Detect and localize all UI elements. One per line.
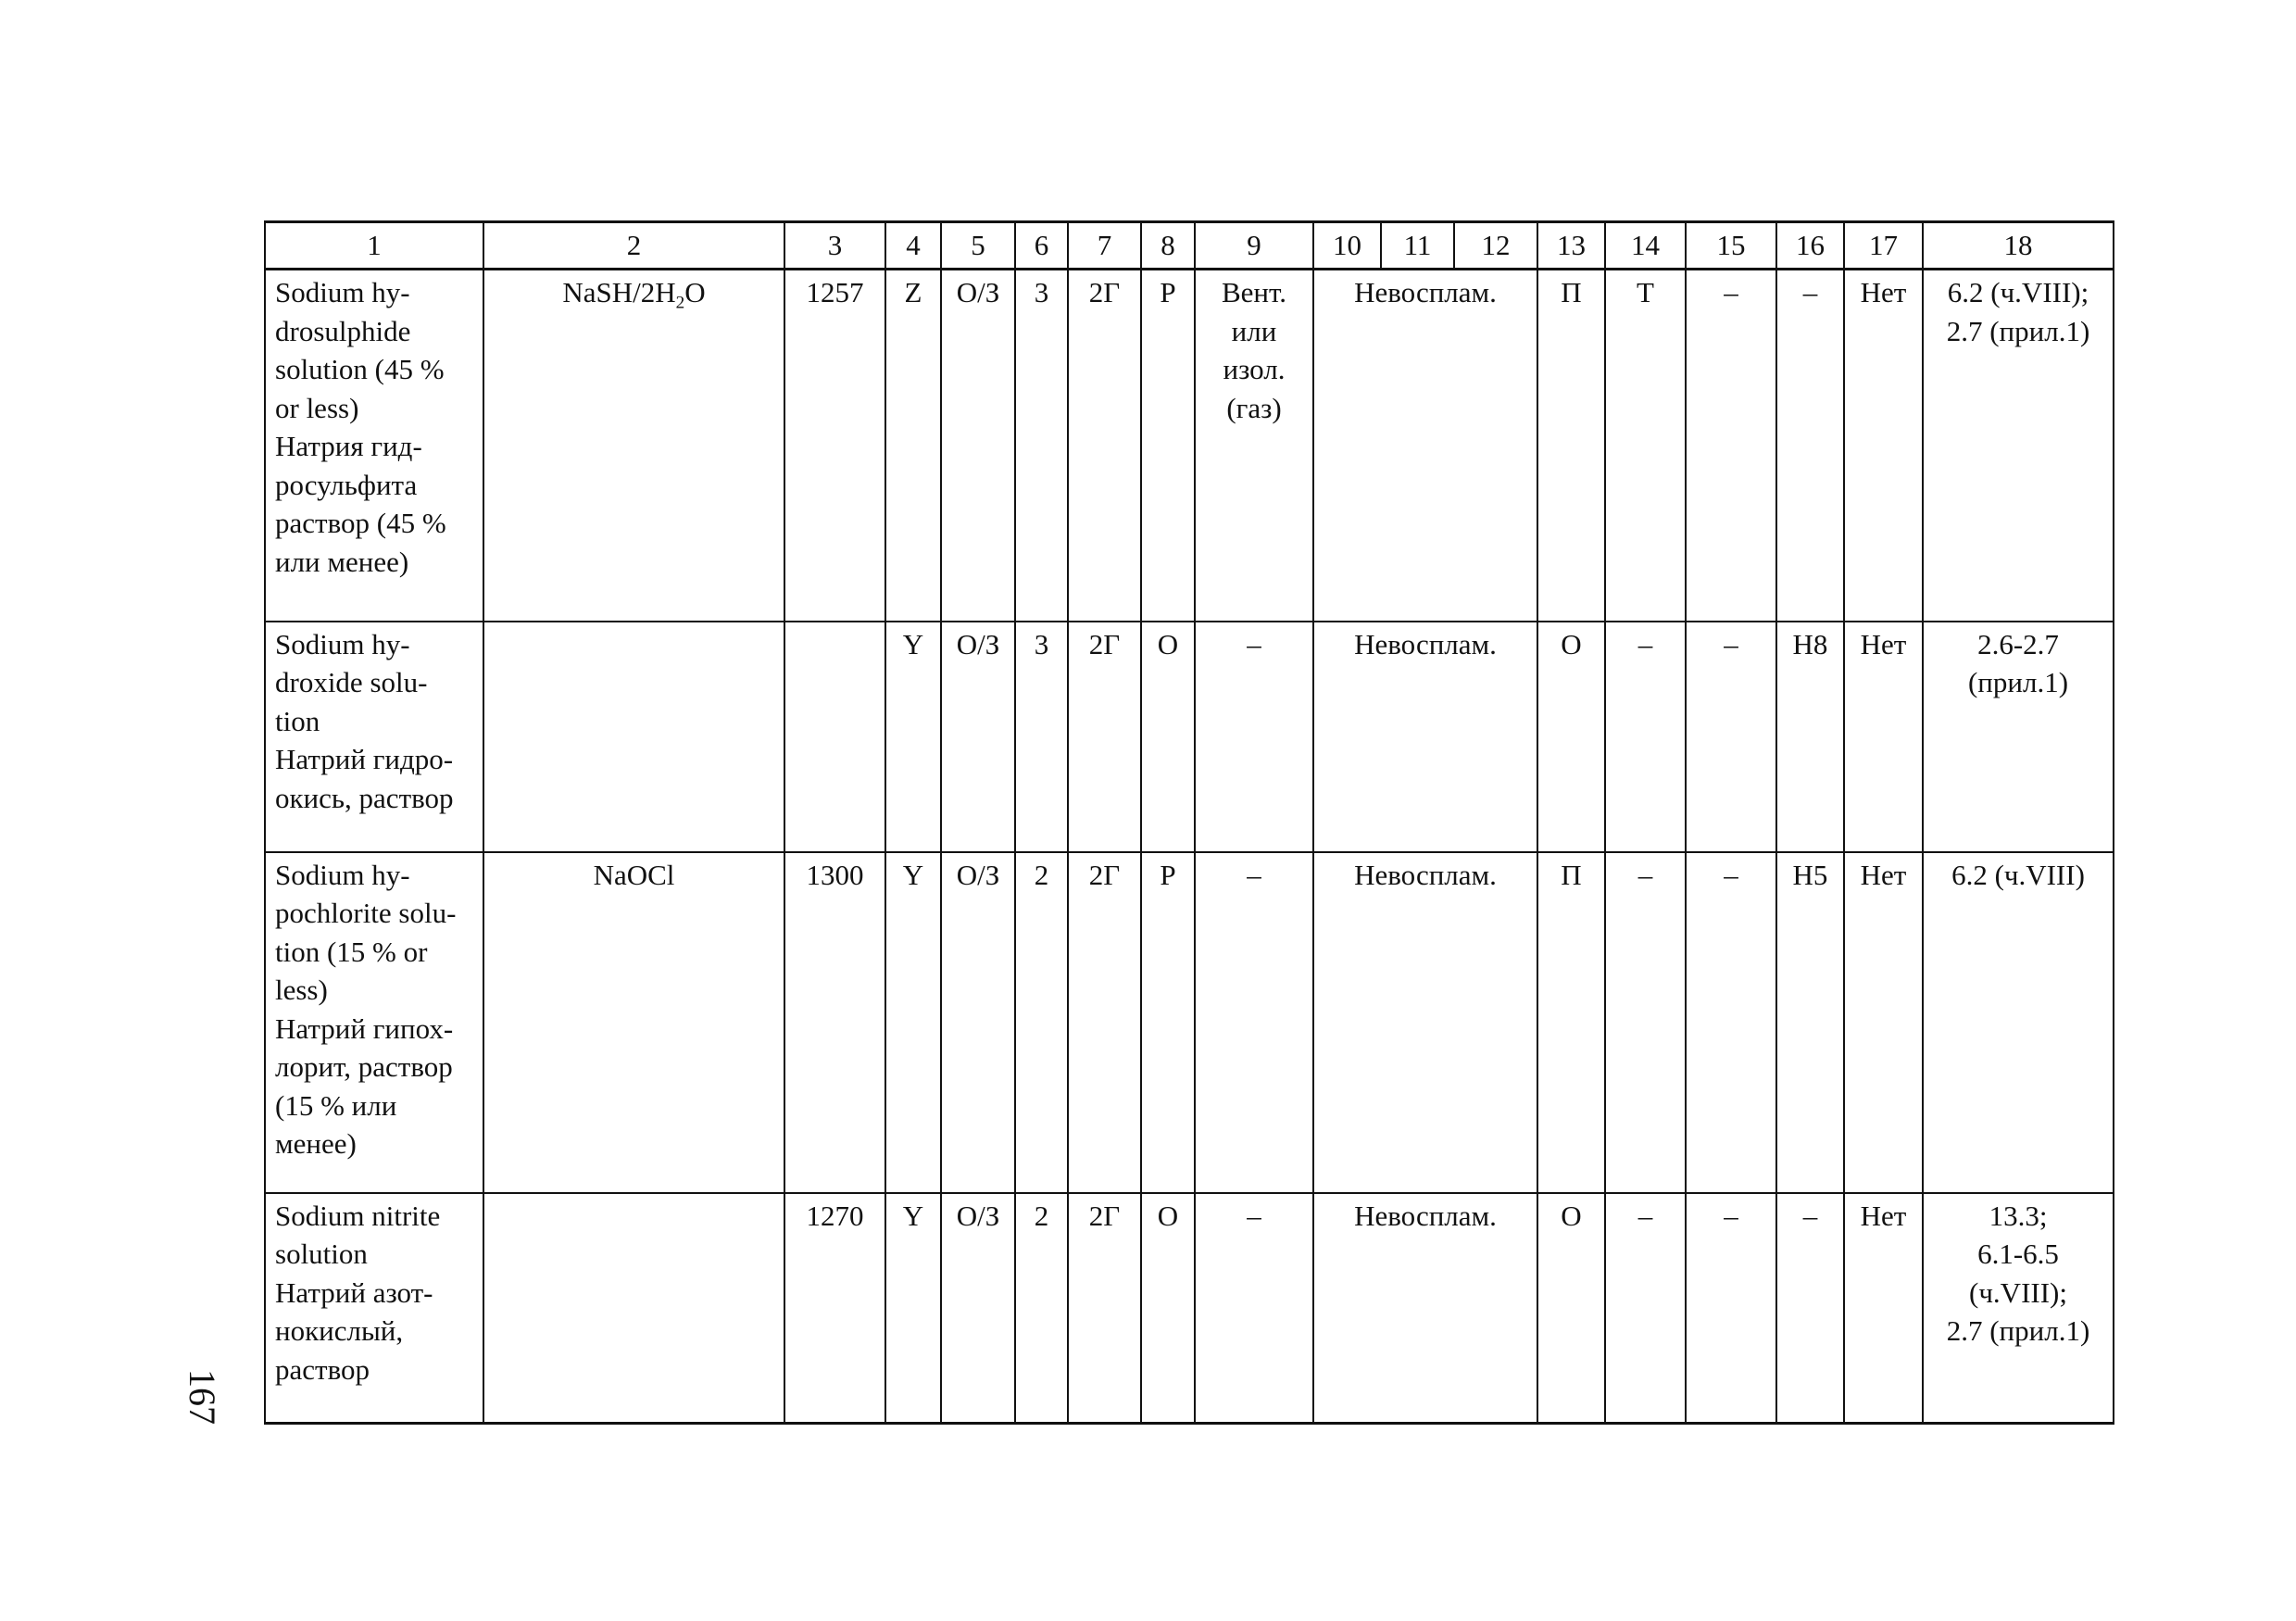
col-header: 10	[1313, 222, 1381, 270]
name-line: или менее)	[275, 545, 409, 578]
col-header: 9	[1195, 222, 1313, 270]
name-line: лорит, раствор	[275, 1050, 453, 1083]
col13-cell: О	[1537, 1193, 1605, 1424]
col13-cell: П	[1537, 270, 1605, 622]
col15-cell: –	[1686, 852, 1776, 1193]
col6-cell: 3	[1015, 622, 1068, 852]
table-row	[265, 622, 2114, 852]
col7-cell: 2Г	[1068, 852, 1141, 1193]
col5-cell: О/З	[941, 270, 1015, 622]
col9-line: –	[1247, 1199, 1261, 1232]
formula-part: NaSH/2H	[562, 276, 676, 308]
header-row	[265, 222, 2114, 270]
col-header: 7	[1068, 222, 1141, 270]
name-line: (15 % или	[275, 1088, 397, 1122]
col-header: 12	[1454, 222, 1537, 270]
col-header: 5	[941, 222, 1015, 270]
col9-line: (газ)	[1226, 391, 1282, 424]
col6-cell: 2	[1015, 1193, 1068, 1424]
col7-cell: 2Г	[1068, 270, 1141, 622]
col16-cell: Н8	[1776, 622, 1844, 852]
col-header: 16	[1776, 222, 1844, 270]
col18-cell	[1923, 1193, 2114, 1424]
product-name-cell	[265, 622, 483, 852]
col5-cell: О/З	[941, 852, 1015, 1193]
col14-cell: –	[1605, 1193, 1686, 1424]
col14-cell: Т	[1605, 270, 1686, 622]
col-header: 4	[885, 222, 941, 270]
col17-cell: Нет	[1844, 1193, 1923, 1424]
col9-cell	[1195, 852, 1313, 1193]
col8-cell: О	[1141, 1193, 1195, 1424]
name-line: drosulphide	[275, 314, 411, 347]
formula-cell	[483, 622, 784, 852]
name-line: раствор	[275, 1352, 370, 1386]
col-header: 8	[1141, 222, 1195, 270]
name-line: Натрий гипох-	[275, 1012, 454, 1045]
col8-cell: Р	[1141, 270, 1195, 622]
product-name-cell	[265, 1193, 483, 1424]
name-line: менее)	[275, 1127, 357, 1160]
un-number-cell: 1300	[784, 852, 885, 1193]
col5-cell: О/З	[941, 1193, 1015, 1424]
col-header: 11	[1381, 222, 1454, 270]
name-line: solution	[275, 1238, 368, 1270]
col17-cell: Нет	[1844, 852, 1923, 1193]
col18-line: 2.6-2.7	[1977, 627, 2059, 660]
col7-cell: 2Г	[1068, 622, 1141, 852]
name-line: pochlorite solu-	[275, 897, 457, 929]
page-number: 167	[182, 1369, 223, 1425]
name-line: окись, раствор	[275, 781, 454, 814]
flammability-cell: Невосплам.	[1313, 270, 1537, 622]
name-line: Натрий азот-	[275, 1275, 433, 1309]
col15-cell: –	[1686, 270, 1776, 622]
col9-line: Вент.	[1222, 276, 1286, 308]
col15-cell: –	[1686, 1193, 1776, 1424]
col-header: 3	[784, 222, 885, 270]
table-row	[265, 852, 2114, 1193]
product-name-cell	[265, 270, 483, 622]
col4-cell: Y	[885, 852, 941, 1193]
name-line: росульфита	[275, 468, 418, 501]
col17-cell: Нет	[1844, 270, 1923, 622]
col-header: 2	[483, 222, 784, 270]
col15-cell: –	[1686, 622, 1776, 852]
col16-cell: Н5	[1776, 852, 1844, 1193]
col9-cell	[1195, 622, 1313, 852]
col14-cell: –	[1605, 852, 1686, 1193]
col18-line: 13.3;	[1989, 1199, 2048, 1232]
formula-part: NaOCl	[593, 858, 675, 891]
col18-cell	[1923, 622, 2114, 852]
col9-line: изол.	[1223, 353, 1286, 385]
col18-line: 2.7 (прил.1)	[1946, 314, 2090, 347]
un-number-cell: 1270	[784, 1193, 885, 1424]
col9-cell	[1195, 1193, 1313, 1424]
name-line: Sodium hy-	[275, 627, 410, 660]
col4-cell: Y	[885, 622, 941, 852]
flammability-cell: Невосплам.	[1313, 622, 1537, 852]
name-line: droxide solu-	[275, 666, 428, 698]
name-line: Sodium nitrite	[275, 1199, 441, 1232]
col-header: 1	[265, 222, 483, 270]
col9-line: или	[1231, 314, 1277, 347]
col4-cell: Z	[885, 270, 941, 622]
col18-line: 2.7 (прил.1)	[1946, 1314, 2090, 1347]
formula-subscript: 2	[675, 293, 685, 313]
col16-cell: –	[1776, 270, 1844, 622]
un-number-cell: 1257	[784, 270, 885, 622]
name-line: tion (15 % or	[275, 935, 428, 968]
name-line: Sodium hy-	[275, 858, 410, 891]
table-row	[265, 270, 2114, 622]
col8-cell: О	[1141, 622, 1195, 852]
col8-cell: Р	[1141, 852, 1195, 1193]
name-line: нокислый,	[275, 1314, 404, 1347]
formula-part: O	[684, 276, 706, 308]
col-header: 18	[1923, 222, 2114, 270]
product-name-cell	[265, 852, 483, 1193]
name-line: раствор (45 %	[275, 507, 446, 539]
col18-line: 6.1-6.5	[1977, 1238, 2059, 1270]
col-header: 14	[1605, 222, 1686, 270]
formula-cell	[483, 270, 784, 622]
col-header: 13	[1537, 222, 1605, 270]
col9-cell	[1195, 270, 1313, 622]
col18-cell	[1923, 270, 2114, 622]
col16-cell: –	[1776, 1193, 1844, 1424]
col6-cell: 2	[1015, 852, 1068, 1193]
col9-line: –	[1247, 627, 1261, 660]
flammability-cell: Невосплам.	[1313, 852, 1537, 1193]
col-header: 15	[1686, 222, 1776, 270]
formula-cell	[483, 852, 784, 1193]
name-line: Натрий гидро-	[275, 743, 454, 775]
col18-line: (ч.VIII);	[1969, 1275, 2067, 1309]
col18-line: 6.2 (ч.VIII)	[1951, 858, 2085, 891]
col9-line: –	[1247, 858, 1261, 891]
col-header: 6	[1015, 222, 1068, 270]
name-line: Sodium hy-	[275, 276, 410, 308]
col5-cell: О/З	[941, 622, 1015, 852]
col18-line: (прил.1)	[1967, 666, 2069, 698]
col17-cell: Нет	[1844, 622, 1923, 852]
col14-cell: –	[1605, 622, 1686, 852]
formula-cell	[483, 1193, 784, 1424]
col18-line: 6.2 (ч.VIII);	[1947, 276, 2089, 308]
col-header: 17	[1844, 222, 1923, 270]
col13-cell: П	[1537, 852, 1605, 1193]
cargo-table	[264, 220, 2114, 1425]
name-line: Натрия гид-	[275, 430, 422, 462]
col7-cell: 2Г	[1068, 1193, 1141, 1424]
name-line: or less)	[275, 391, 359, 424]
col4-cell: Y	[885, 1193, 941, 1424]
name-line: solution (45 %	[275, 353, 445, 385]
flammability-cell: Невосплам.	[1313, 1193, 1537, 1424]
col13-cell: О	[1537, 622, 1605, 852]
name-line: tion	[275, 704, 320, 737]
table-row	[265, 1193, 2114, 1424]
col18-cell	[1923, 852, 2114, 1193]
un-number-cell	[784, 622, 885, 852]
name-line: less)	[275, 974, 328, 1006]
col6-cell: 3	[1015, 270, 1068, 622]
